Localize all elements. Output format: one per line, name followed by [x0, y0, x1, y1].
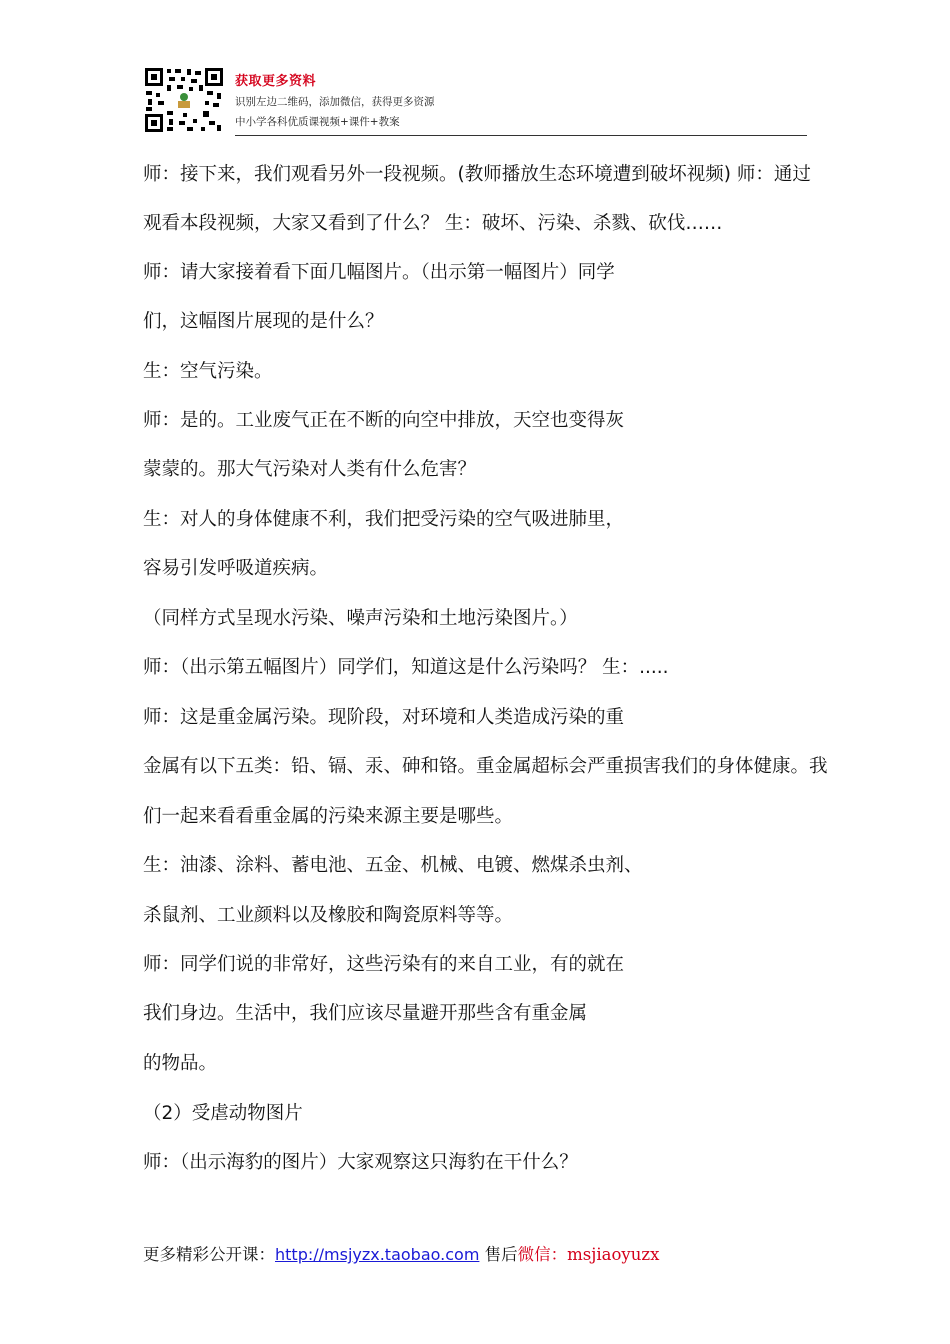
- paragraph-line: 蒙蒙的。那大气污染对人类有什么危害？: [143, 459, 477, 480]
- paragraph-line: 我们身边。生活中，我们应该尽量避开那些含有重金属: [143, 1003, 588, 1024]
- paragraph-line: （2）受虐动物图片: [143, 1103, 303, 1124]
- header-divider: [235, 135, 807, 136]
- paragraph-line: 师：（出示第五幅图片）同学们，知道这是什么污染吗？ 生：.....: [143, 657, 669, 678]
- header-subtitle: 识别左边二维码，添加微信，获得更多资源: [235, 96, 435, 108]
- paragraph-line: 观看本段视频，大家又看到了什么？ 生：破坏、污染、杀戮、砍伐……: [143, 213, 723, 234]
- paragraph-line: 师：是的。工业废气正在不断的向空中排放，天空也变得灰: [143, 410, 625, 431]
- shop-link[interactable]: http://msjyzx.taobao.com: [275, 1245, 480, 1264]
- paragraph-line: 师：请大家接着看下面几幅图片。（出示第一幅图片）同学: [143, 262, 615, 283]
- paragraph-line: 生：空气污染。: [143, 361, 273, 382]
- page-footer: [143, 1241, 659, 1265]
- paragraph-line: 金属有以下五类：铅、镉、汞、砷和铬。重金属超标会严重损害我们的身体健康。我: [143, 756, 828, 777]
- paragraph-line: 容易引发呼吸道疾病。: [143, 558, 329, 579]
- paragraph-line: 师：同学们说的非常好，这些污染有的来自工业，有的就在: [143, 954, 625, 975]
- paragraph-line: 生：对人的身体健康不利，我们把受污染的空气吸进肺里，: [143, 509, 625, 530]
- footer-prefix: 更多精彩公开课：: [143, 1245, 275, 1264]
- paragraph-line: 师：这是重金属污染。现阶段，对环境和人类造成污染的重: [143, 707, 625, 728]
- paragraph-line: 杀鼠剂、工业颜料以及橡胶和陶瓷原料等等。: [143, 905, 514, 926]
- paragraph-line: 的物品。: [143, 1053, 218, 1074]
- paragraph-line: 们一起来看看重金属的污染来源主要是哪些。: [143, 806, 514, 827]
- page-header: [143, 64, 807, 136]
- wechat-label: 微信：: [517, 1245, 568, 1264]
- paragraph-line: 师：（出示海豹的图片）大家观察这只海豹在干什么？: [143, 1152, 578, 1173]
- header-resources: 中小学各科优质课视频+课件+教案: [235, 116, 400, 128]
- after-sales-label: 售后: [479, 1245, 518, 1264]
- paragraph-line: 们，这幅图片展现的是什么？: [143, 311, 384, 332]
- wechat-id: msjiaoyuzx: [567, 1245, 660, 1264]
- paragraph-line: 生：油漆、涂料、蓄电池、五金、机械、电镀、燃煤杀虫剂、: [143, 855, 643, 876]
- qr-code-icon[interactable]: [143, 66, 225, 134]
- header-title: 获取更多资料: [235, 74, 317, 89]
- paragraph-line: 师：接下来，我们观看另外一段视频。(教师播放生态环境遭到破坏视频) 师：通过: [143, 164, 811, 185]
- paragraph-line: （同样方式呈现水污染、噪声污染和土地污染图片。）: [143, 608, 578, 629]
